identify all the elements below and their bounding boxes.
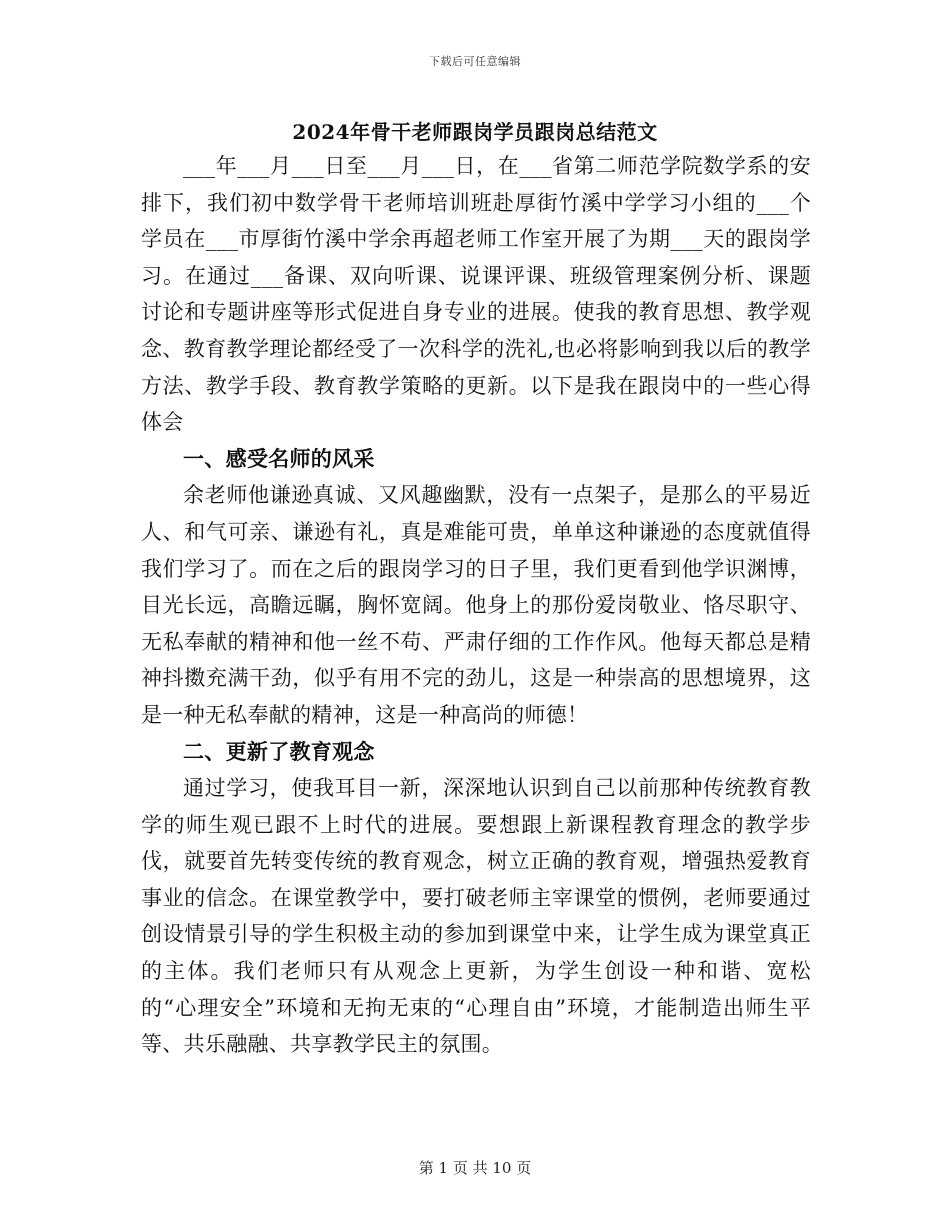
- document-body: [141, 148, 811, 1063]
- intro-paragraph: ___年___月___日至___月___日，在___省第二师范学院数学系的安排下，我们初中数学骨干老师培训班赴厚街竹溪中学学习小组的___个学员在___市厚街竹溪中学余再超老师工作室开展了为期___天的跟岗学习。在通过___备课、双向听课、说课评课、班级管理案例分析、课题讨论和专题讲座等形式促进自身专业的进展。使我的教育思想、教学观念、教育教学理论都经受了一次科学的洗礼,也必将影响到我以后的教学方法、教学手段、教育教学策略的更新。以下是我在跟岗中的一些心得体会: [141, 154, 811, 435]
- section-paragraph-1: 余老师他谦逊真诚、又风趣幽默，没有一点架子，是那么的平易近人、和气可亲、谦逊有礼，真是难能可贵，单单这种谦逊的态度就值得我们学习了。而在之后的跟岗学习的日子里，我们更看到他学识渊博，目光长远，高瞻远瞩，胸怀宽阔。他身上的那份爱岗敬业、恪尽职守、无私奉献的精神和他一丝不苟、严肃仔细的工作作风。他每天都总是精神抖擞充满干劲，似乎有用不完的劲儿，这是一种崇高的思想境界，这是一种无私奉献的精神，这是一种高尚的师德！: [141, 483, 811, 727]
- section-paragraph-2: 通过学习，使我耳目一新，深深地认识到自己以前那种传统教育教学的师生观已跟不上时代的进展。要想跟上新课程教育理念的教学步伐，就要首先转变传统的教育观念，树立正确的教育观，增强热爱教育事业的信念。在课堂教学中，要打破老师主宰课堂的惯例，老师要通过创设情景引导的学生积极主动的参加到课堂中来，让学生成为课堂真正的主体。我们老师只有从观念上更新，为学生创设一种和谐、宽松的“心理安全”环境和无拘无束的“心理自由”环境，才能制造出师生平等、共乐融融、共享教学民主的氛围。: [141, 776, 811, 1057]
- header-note: 下载后可任意编辑: [429, 55, 521, 68]
- document-title: 2024年骨干老师跟岗学员跟岗总结范文: [292, 120, 658, 144]
- section-heading-1: 一、感受名师的风采: [183, 445, 375, 471]
- section-heading-2: 二、更新了教育观念: [183, 738, 375, 764]
- page-footer: 第 1 页 共 10 页: [418, 1159, 532, 1177]
